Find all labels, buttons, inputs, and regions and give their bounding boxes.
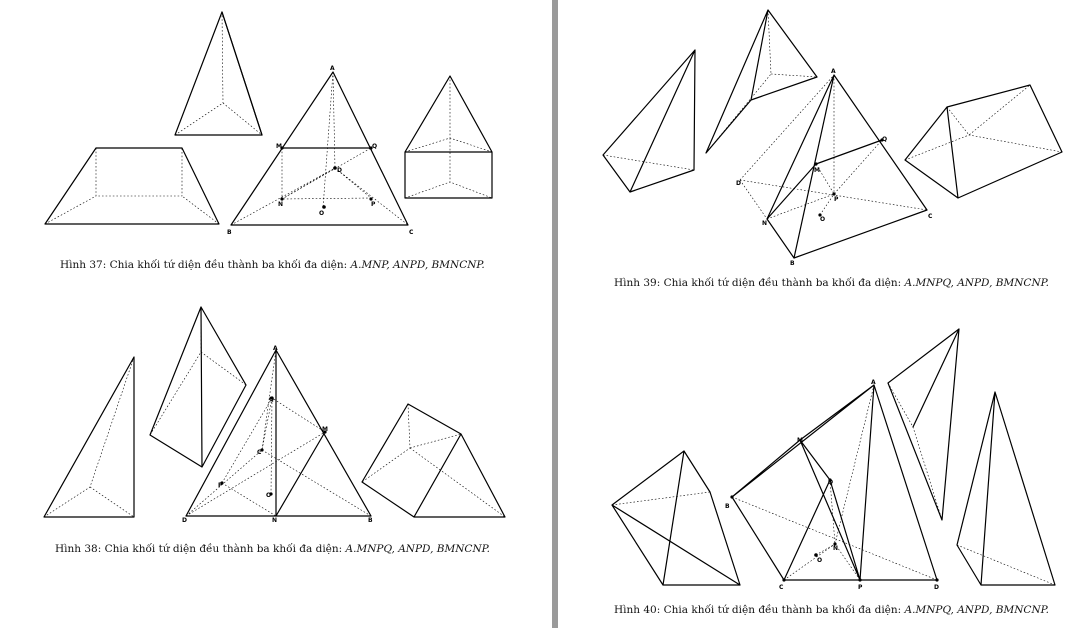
svg-text:P: P (371, 201, 376, 208)
svg-text:P: P (218, 482, 223, 489)
figure-40-caption: Hình 40: Chia khối tứ diện đều thành ba khối đa diện: A.MNPQ, ANPD, BMNCNP. (614, 604, 1049, 616)
figure-39-caption: Hình 39: Chia khối tứ diện đều thành ba khối đa diện: A.MNPQ, ANPD, BMNCNP. (614, 277, 1049, 289)
svg-text:Q: Q (882, 136, 888, 143)
figure-40 (558, 0, 1083, 628)
svg-text:B: B (725, 503, 730, 510)
figure-38-right-piece (362, 404, 505, 517)
svg-text:A: A (273, 345, 278, 352)
svg-text:M: M (797, 437, 803, 444)
svg-text:A: A (330, 65, 335, 72)
svg-text:O: O (266, 492, 272, 499)
svg-text:D: D (337, 167, 342, 174)
svg-text:Q: Q (372, 143, 378, 150)
svg-text:M: M (322, 426, 328, 433)
svg-text:D: D (934, 584, 939, 591)
svg-text:A: A (871, 379, 876, 386)
svg-text:P: P (834, 196, 839, 203)
svg-text:C: C (257, 449, 262, 456)
svg-text:N: N (833, 545, 839, 552)
figure-40-right-piece (957, 392, 1055, 585)
svg-text:D: D (736, 180, 741, 187)
svg-text:C: C (409, 229, 414, 236)
svg-text:C: C (779, 584, 784, 591)
figure-40-tetrahedron (725, 379, 939, 591)
svg-text:A: A (831, 68, 836, 75)
svg-text:M: M (276, 143, 282, 150)
svg-text:M: M (814, 167, 820, 174)
document-page-right (558, 0, 1083, 628)
svg-text:B: B (790, 260, 795, 267)
figure-40-left-piece (612, 451, 740, 585)
svg-text:O: O (319, 210, 325, 217)
svg-text:Q: Q (269, 396, 275, 403)
figure-38-mid-piece (150, 307, 246, 467)
svg-text:Q: Q (828, 479, 834, 486)
svg-text:C: C (928, 213, 933, 220)
svg-text:P: P (858, 584, 863, 591)
svg-text:O: O (820, 216, 826, 223)
svg-text:D: D (182, 517, 187, 524)
svg-text:N: N (762, 220, 768, 227)
figure-40-top-right-piece (888, 329, 959, 520)
svg-text:N: N (272, 517, 278, 524)
figure-38-caption: Hình 38: Chia khối tứ diện đều thành ba khối đa diện: A.MNPQ, ANPD, BMNCNP. (55, 543, 490, 555)
figure-38-tetrahedron (182, 345, 373, 524)
svg-text:O: O (817, 557, 823, 564)
svg-text:B: B (368, 517, 373, 524)
figure-38-left-piece (44, 357, 134, 517)
svg-text:B: B (227, 229, 232, 236)
svg-text:N: N (278, 201, 284, 208)
figure-37-caption: Hình 37: Chia khối tứ diện đều thành ba khối đa diện: A.MNP, ANPD, BMNCNP. (60, 259, 485, 271)
